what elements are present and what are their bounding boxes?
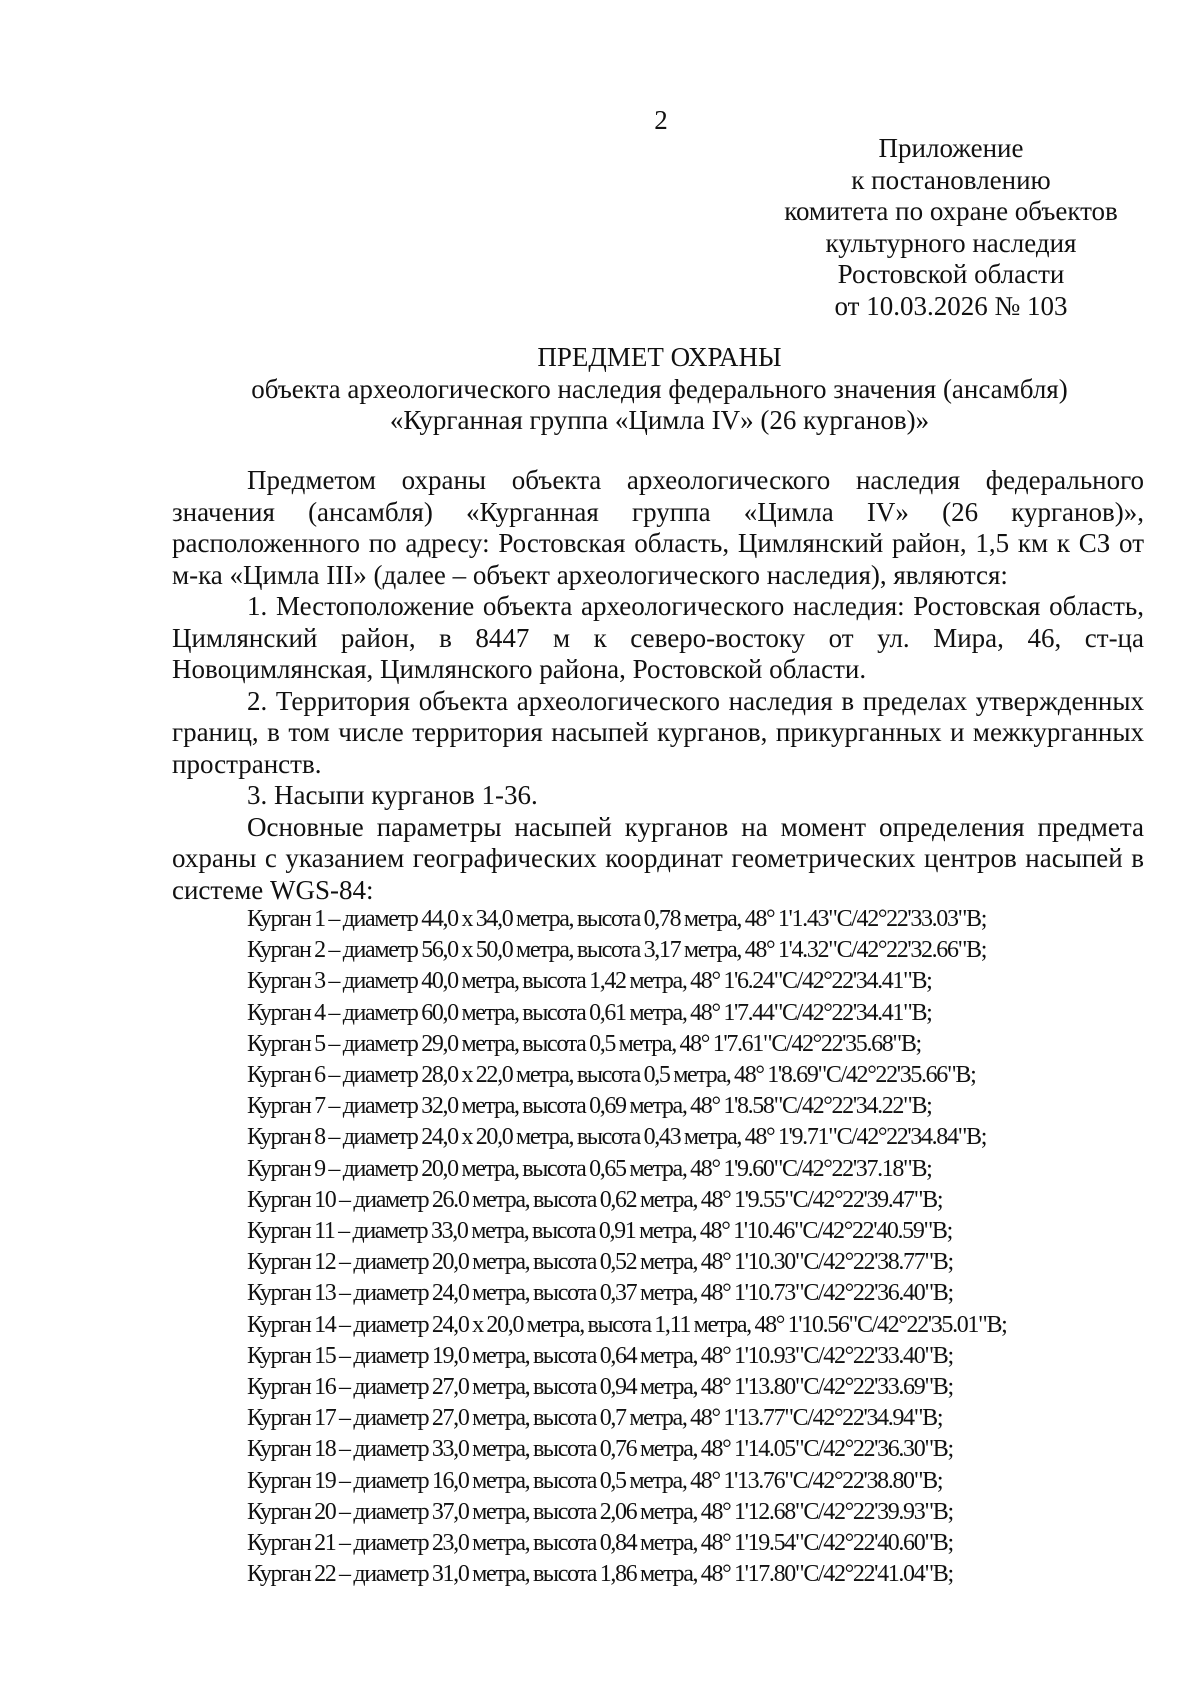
tumulus-entry: Курган 14 – диаметр 24,0 х 20,0 метра, высота 1,11 метра, 48° 1'10.56"С/42°22'35.01"В; [247,1311,1007,1338]
tumulus-entry: Курган 13 – диаметр 24,0 метра, высота 0,37 метра, 48° 1'10.73"С/42°22'36.40"В; [247,1280,953,1307]
tumuli-list [247,904,1167,1590]
tumulus-entry: Курган 7 – диаметр 32,0 метра, высота 0,69 метра, 48° 1'8.58"С/42°22'34.22"В; [247,1093,932,1120]
tumulus-entry: Курган 9 – диаметр 20,0 метра, высота 0,65 метра, 48° 1'9.60"С/42°22'37.18"В; [247,1155,932,1182]
appendix-line: Ростовской области [837,259,1065,289]
tumulus-entry: Курган 5 – диаметр 29,0 метра, высота 0,5 метра, 48° 1'7.61"С/42°22'35.68"В; [247,1030,921,1057]
document-body [172,465,1144,906]
document-title-block [172,342,1147,437]
tumulus-entry: Курган 8 – диаметр 24,0 х 20,0 метра, высота 0,43 метра, 48° 1'9.71"С/42°22'34.84"В; [247,1124,987,1151]
tumulus-entry: Курган 17 – диаметр 27,0 метра, высота 0,7 метра, 48° 1'13.77"С/42°22'34.94"В; [247,1405,943,1432]
tumulus-entry: Курган 3 – диаметр 40,0 метра, высота 1,42 метра, 48° 1'6.24"С/42°22'34.41"В; [247,968,932,995]
parameters-intro-paragraph: Основные параметры насыпей курганов на момент определения предмета охраны с указанием географических координат геометрических центров насыпей в системе WGS-84: [172,811,1144,905]
intro-paragraph: Предметом охраны объекта археологического наследия федерального значения (ансамбля) «Курганная группа «Цимла IV» (26 курганов)», расположенного по адресу: Ростовская область, Цимлянский район, 1,5 км к СЗ от м-ка «Цимла III» (далее – объект археологического наследия), являются: [172,465,1144,590]
tumulus-entry: Курган 2 – диаметр 56,0 х 50,0 метра, высота 3,17 метра, 48° 1'4.32"С/42°22'32.66"В; [247,937,987,964]
document-subtitle-line: объекта археологического наследия федерального значения (ансамбля) [251,373,1068,404]
tumulus-entry: Курган 21 – диаметр 23,0 метра, высота 0,84 метра, 48° 1'19.54"С/42°22'40.60"В; [247,1530,953,1557]
item-location-paragraph: 1. Местоположение объекта археологического наследия: Ростовская область, Цимлянский район, в 8447 м к северо-востоку от ул. Мира, 46, ст-ца Новоцимлянская, Цимлянского района, Ростовской области. [172,591,1144,684]
tumulus-entry: Курган 12 – диаметр 20,0 метра, высота 0,52 метра, 48° 1'10.30"С/42°22'38.77"В; [247,1249,953,1276]
tumulus-entry: Курган 22 – диаметр 31,0 метра, высота 1,86 метра, 48° 1'17.80"С/42°22'41.04"В; [247,1561,953,1588]
appendix-header [756,133,1146,322]
appendix-line: от 10.03.2026 № 103 [834,290,1068,321]
item-mounds-paragraph: 3. Насыпи курганов 1-36. [247,780,538,810]
tumulus-entry: Курган 16 – диаметр 27,0 метра, высота 0,94 метра, 48° 1'13.80"С/42°22'33.69"В; [247,1374,953,1401]
tumulus-entry: Курган 15 – диаметр 19,0 метра, высота 0,64 метра, 48° 1'10.93"С/42°22'33.40"В; [247,1342,953,1369]
tumulus-entry: Курган 20 – диаметр 37,0 метра, высота 2,06 метра, 48° 1'12.68"С/42°22'39.93"В; [247,1498,953,1525]
tumulus-entry: Курган 6 – диаметр 28,0 х 22,0 метра, высота 0,5 метра, 48° 1'8.69"С/42°22'35.66"В; [247,1062,976,1089]
tumulus-entry: Курган 11 – диаметр 33,0 метра, высота 0,91 метра, 48° 1'10.46"С/42°22'40.59"В; [247,1218,952,1245]
document-subtitle-line: «Курганная группа «Цимла IV» (26 курганов)» [389,405,930,435]
item-territory-paragraph: 2. Территория объекта археологического наследия в пределах утвержденных границ, в том числе территория насыпей курганов, прикурганных и межкурганных пространств. [172,685,1144,779]
tumulus-entry: Курган 1 – диаметр 44,0 х 34,0 метра, высота 0,78 метра, 48° 1'1.43"С/42°22'33.03"В; [247,906,987,932]
page-number: 2 [654,105,668,135]
document-title: ПРЕДМЕТ ОХРАНЫ [537,342,782,372]
appendix-line: к постановлению [851,164,1051,195]
appendix-line: Приложение [878,133,1024,163]
tumulus-entry: Курган 18 – диаметр 33,0 метра, высота 0,76 метра, 48° 1'14.05"С/42°22'36.30"В; [247,1436,953,1463]
tumulus-entry: Курган 4 – диаметр 60,0 метра, высота 0,61 метра, 48° 1'7.44"С/42°22'34.41"В; [247,999,932,1026]
tumulus-entry: Курган 19 – диаметр 16,0 метра, высота 0,5 метра, 48° 1'13.76"С/42°22'38.80"В; [247,1467,943,1494]
appendix-line: комитета по охране объектов [784,196,1118,226]
appendix-line: культурного наследия [825,227,1077,258]
tumulus-entry: Курган 10 – диаметр 26.0 метра, высота 0,62 метра, 48° 1'9.55"С/42°22'39.47"В; [247,1186,943,1213]
